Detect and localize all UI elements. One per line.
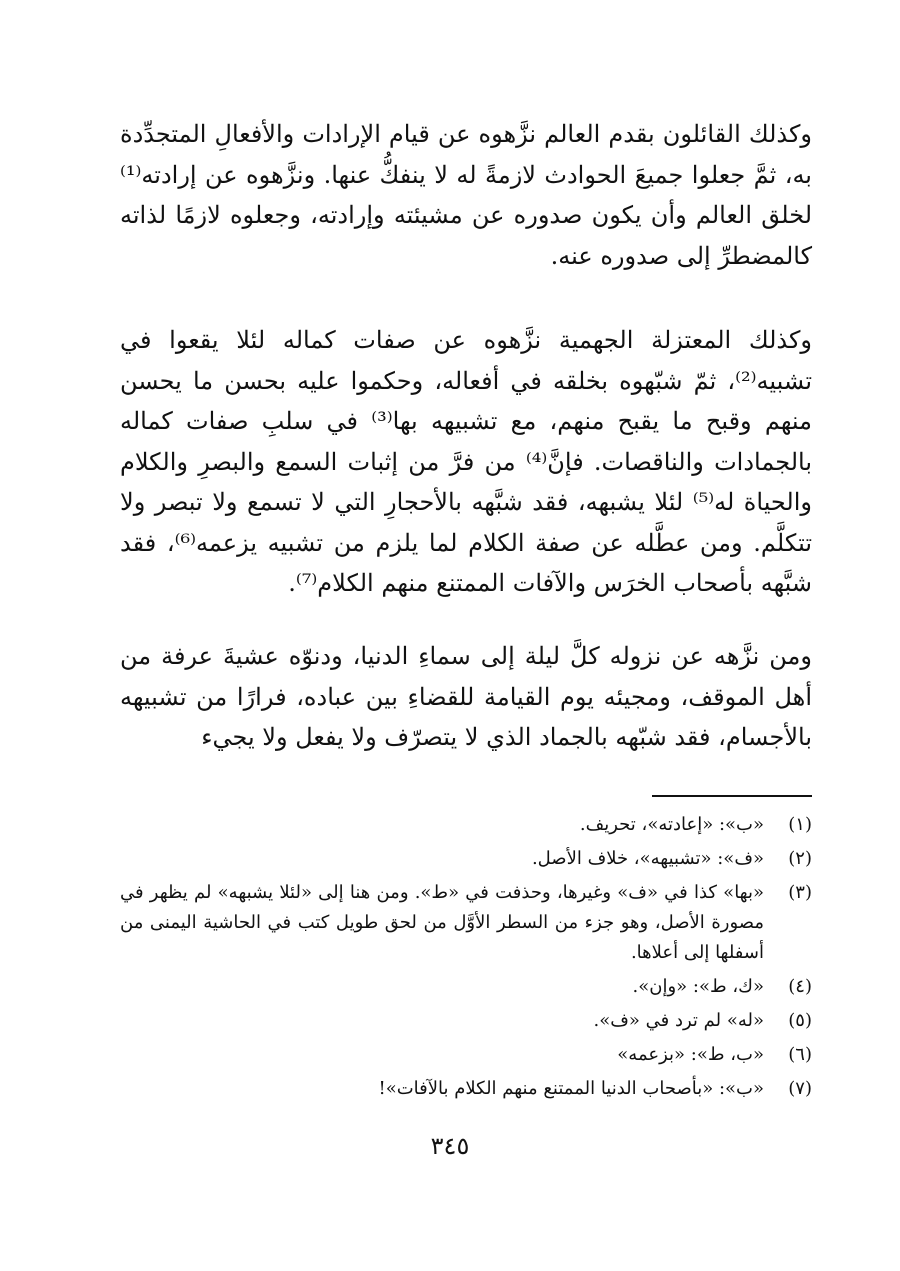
footnote-text: «ب، ط»: «بزعمه»: [617, 1044, 764, 1065]
page-number: ٣٤٥: [430, 1132, 470, 1160]
footnote-text: «ف»: «تشبيهه»، خلاف الأصل.: [531, 848, 764, 869]
footnote-divider: [652, 795, 812, 797]
footnote-number: (٦): [788, 1044, 812, 1065]
footnote-text: «ب»: «بأصحاب الدنيا الممتنع منهم الكلام بالآفات»!: [378, 1078, 764, 1099]
footnote-text: «له» لم ترد في «ف».: [593, 1010, 764, 1031]
body-paragraph-1: وكذلك القائلون بقدم العالم نزَّهوه عن قيام الإرادات والأفعالِ المتجدِّدة به، ثمَّ جعلوا جميعَ الحوادث لازمةً له لا ينفكُّ عنها. ونزَّهوه عن إرادته⁽¹⁾ لخلق العالم وأن يكون صدوره عن مشيئته وإرادته، وجعلوه لازمًا لذاته كالمضطرِّ إلى صدوره عنه.: [120, 120, 812, 270]
footnote-item: [120, 1006, 812, 1036]
footnote-number: (٢): [788, 848, 812, 869]
footnote-number: (٣): [788, 882, 812, 903]
footnote-number: (٤): [788, 976, 812, 997]
footnote-item: [120, 878, 812, 968]
footnote-number: (١): [788, 814, 812, 835]
footnote-item: [120, 1074, 812, 1104]
footnote-text: «ك، ط»: «وإن».: [632, 976, 764, 997]
body-paragraph-2: وكذلك المعتزلة الجهمية نزَّهوه عن صفات كماله لئلا يقعوا في تشبيه⁽²⁾، ثمّ شبّهوه بخلقه في أفعاله، وحكموا عليه بحسن ما يحسن منهم وقبح ما يقبح منهم، مع تشبيهه بها⁽³⁾ في سلبِ صفات كماله بالجمادات والناقصات. فإنَّ⁽⁴⁾ من فرَّ من إثبات السمع والبصرِ والكلام والحياة له⁽⁵⁾ لئلا يشبهه، فقد شبَّهه بالأحجارِ التي لا تسمع ولا تبصر ولا تتكلَّم. ومن عطَّله عن صفة الكلام لما يلزم من تشبيه يزعمه⁽⁶⁾، فقد شبَّهه بأصحاب الخرَس والآفات الممتنع منهم الكلام⁽⁷⁾.: [120, 326, 813, 597]
footnote-item: [120, 844, 812, 874]
footnote-text: «بها» كذا في «ف» وغيرها، وحذفت في «ط». ومن هنا إلى «لئلا يشبهه» لم يظهر في مصورة الأصل، وهو جزء من السطر الأوَّل من لحق طويل كتب في الحاشية اليمنى من أسفلها إلى أعلاها.: [120, 882, 764, 963]
footnote-number: (٥): [788, 1010, 812, 1031]
footnote-number: (٧): [788, 1078, 812, 1099]
footnote-item: [120, 1040, 812, 1070]
body-paragraph-3: ومن نزَّهه عن نزوله كلَّ ليلة إلى سماءِ الدنيا، ودنوّه عشيةَ عرفة من أهل الموقف، ومجيئه يوم القيامة للقضاءِ بين عباده، فرارًا من تشبيهه بالأجسام، فقد شبّهه بالجماد الذي لا يتصرّف ولا يفعل ولا يجيء: [120, 642, 812, 751]
footnote-item: [120, 810, 812, 840]
footnote-text: «ب»: «إعادته»، تحريف.: [579, 814, 764, 835]
footnotes-list: [120, 810, 812, 1108]
footnote-item: [120, 972, 812, 1002]
